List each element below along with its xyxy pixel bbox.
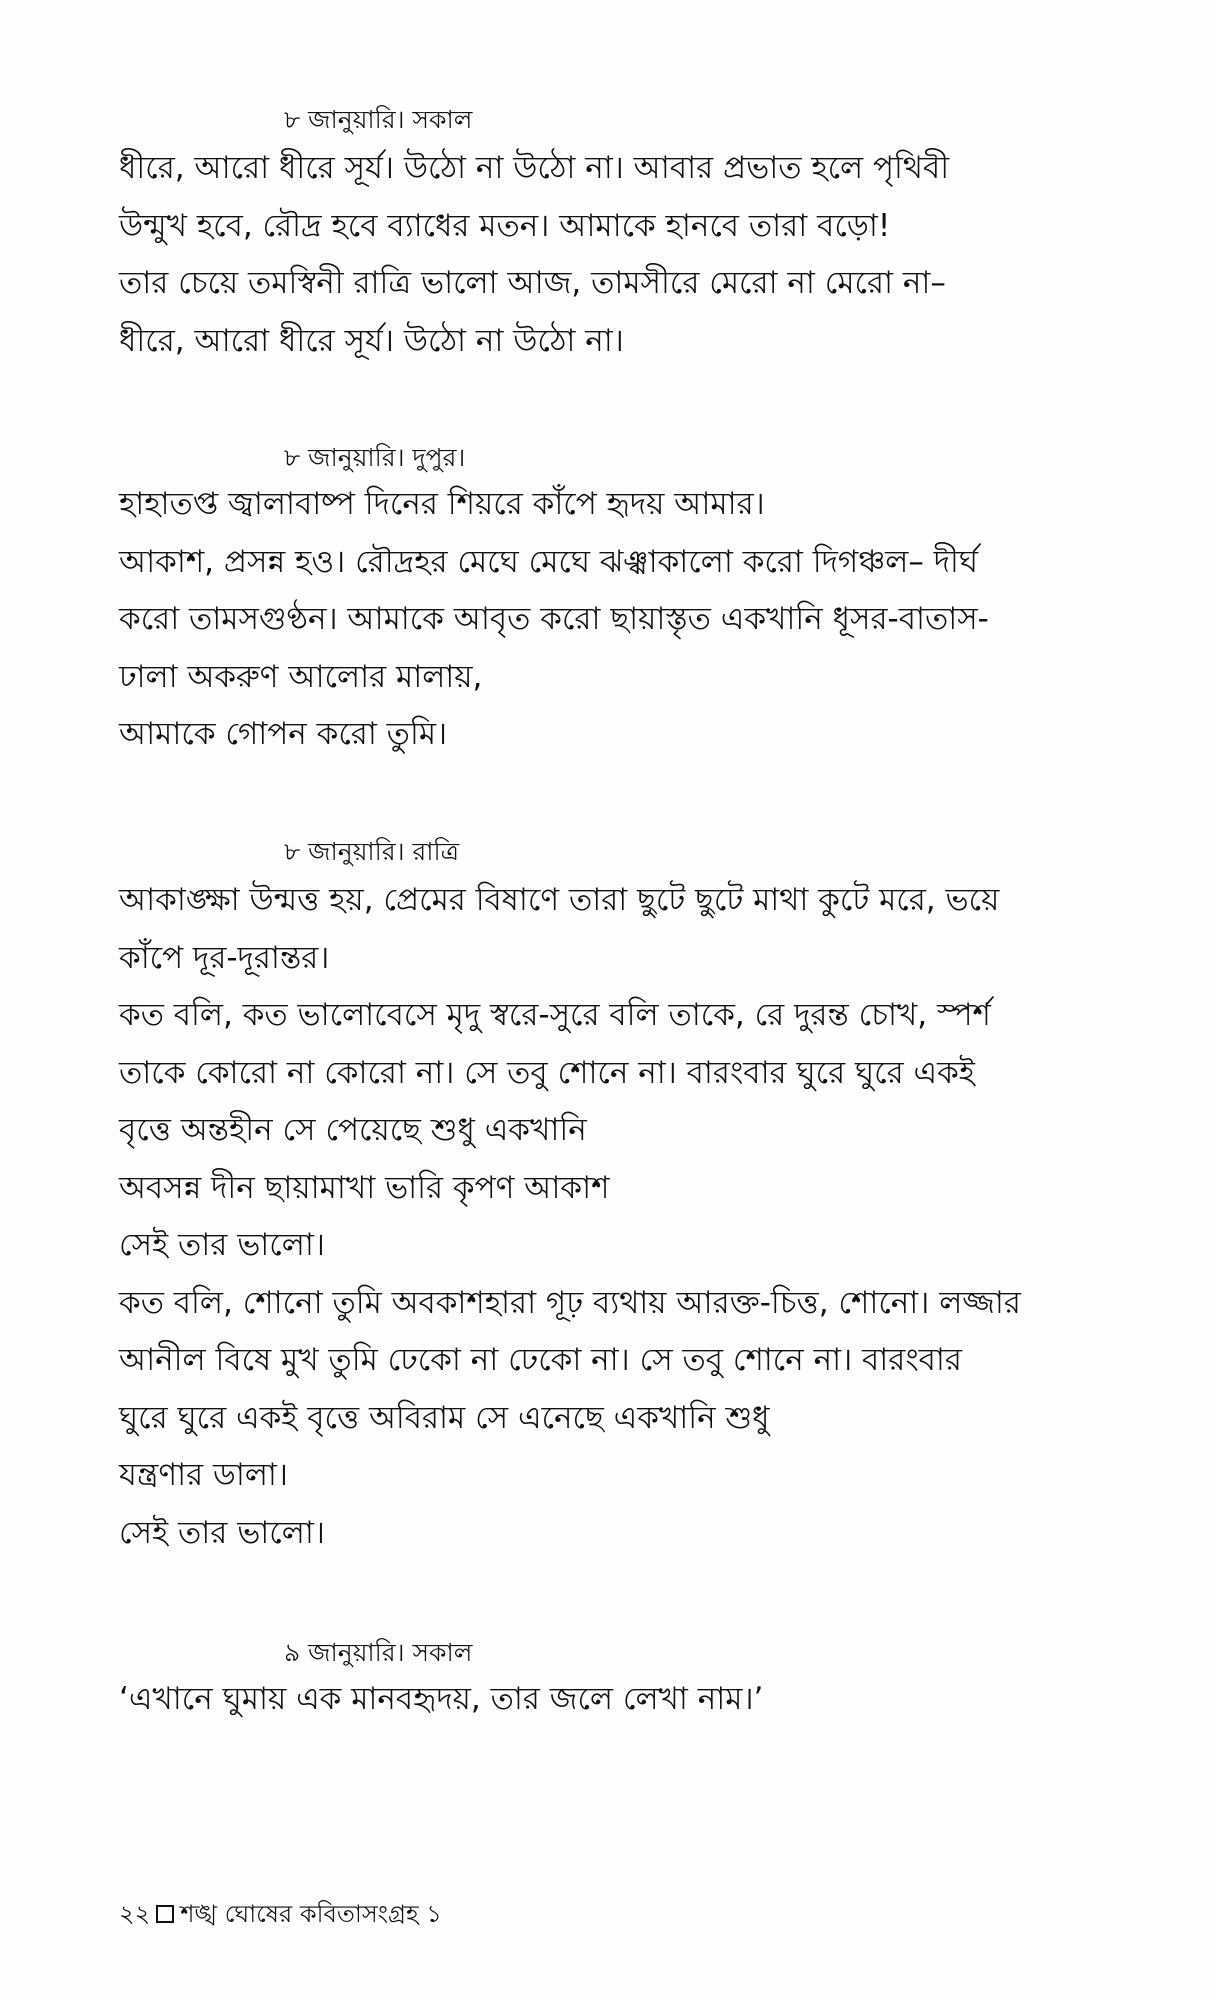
poem-line: কত বলি, শোনো তুমি অবকাশহারা গূঢ় ব্যথায় আরক্ত-চিত্ত, শোনো। লজ্জার — [119, 1284, 1021, 1321]
poem-line: আমাকে গোপন করো তুমি। — [119, 716, 448, 752]
square-bullet-icon — [156, 1905, 174, 1923]
poem-line: ধীরে, আরো ধীরে সূর্য। উঠো না উঠো না। — [119, 322, 624, 359]
poem-line: ‘এখানে ঘুমায় এক মানবহৃদয়, তার জলে লেখা নাম।’ — [119, 1681, 764, 1717]
section-heading: ৮ জানুয়ারি। দুপুর। — [284, 443, 466, 472]
page-number: ২২ — [119, 1900, 151, 1928]
poem-line: ঢালা অকরুণ আলোর মালায়, — [119, 658, 483, 695]
book-title: শঙ্খ ঘোষের কবিতাসংগ্রহ ১ — [180, 1900, 442, 1928]
poem-line: কাঁপে দূর-দূরান্তর। — [119, 939, 330, 976]
poem-line: করো তামসগুণ্ঠন। আমাকে আবৃত করো ছায়াস্তৃত একখানি ধূসর-বাতাস- — [119, 601, 989, 637]
poem-line: ধীরে, আরো ধীরে সূর্য। উঠো না উঠো না। আবার প্রভাত হলে পৃথিবী — [119, 150, 950, 186]
poem-line: সেই তার ভালো। — [119, 1514, 325, 1551]
poem-line: যন্ত্রণার ডালা। — [119, 1457, 289, 1493]
poem-line: সেই তার ভালো। — [119, 1227, 325, 1263]
poem-line: আকাশ, প্রসন্ন হও। রৌদ্রহর মেঘে মেঘে ঝঞ্ঝাকালো করো দিগঞ্চল– দীর্ঘ — [119, 543, 979, 580]
section-heading: ৮ জানুয়ারি। সকাল — [284, 105, 473, 134]
section-heading: ৮ জানুয়ারি। রাত্রি — [284, 837, 459, 866]
poem-line: বৃত্তে অন্তহীন সে পেয়েছে শুধু একখানি — [119, 1112, 587, 1148]
poem-line: ঘুরে ঘুরে একই বৃত্তে অবিরাম সে এনেছে একখানি শুধু — [119, 1399, 770, 1436]
section-heading: ৯ জানুয়ারি। সকাল — [284, 1638, 473, 1667]
poem-line: অবসন্ন দীন ছায়ামাখা ভারি কৃপণ আকাশ — [119, 1169, 610, 1206]
poem-line: তাকে কোরো না কোরো না। সে তবু শোনে না। বারংবার ঘুরে ঘুরে একই — [119, 1054, 975, 1091]
poem-line: আনীল বিষে মুখ তুমি ঢেকো না ঢেকো না। সে তবু শোনে না। বারংবার — [119, 1342, 962, 1378]
poem-line: আকাঙ্ক্ষা উন্মত্ত হয়, প্রেমের বিষাণে তারা ছুটে ছুটে মাথা কুটে মরে, ভয়ে — [119, 882, 1000, 918]
poem-line: উন্মুখ হবে, রৌদ্র হবে ব্যাধের মতন। আমাকে হানবে তারা বড়ো! — [119, 207, 891, 244]
poem-line: কত বলি, কত ভালোবেসে মৃদু স্বরে-সুরে বলি তাকে, রে দুরন্ত চোখ, স্পর্শ — [119, 997, 991, 1033]
poem-line: হাহাতপ্ত জ্বালাবাষ্প দিনের শিয়রে কাঁপে হৃদয় আমার। — [119, 486, 765, 522]
poem-line: তার চেয়ে তমস্বিনী রাত্রি ভালো আজ, তামসীরে মেরো না মেরো না– — [119, 265, 946, 301]
page-footer — [119, 1896, 442, 1936]
